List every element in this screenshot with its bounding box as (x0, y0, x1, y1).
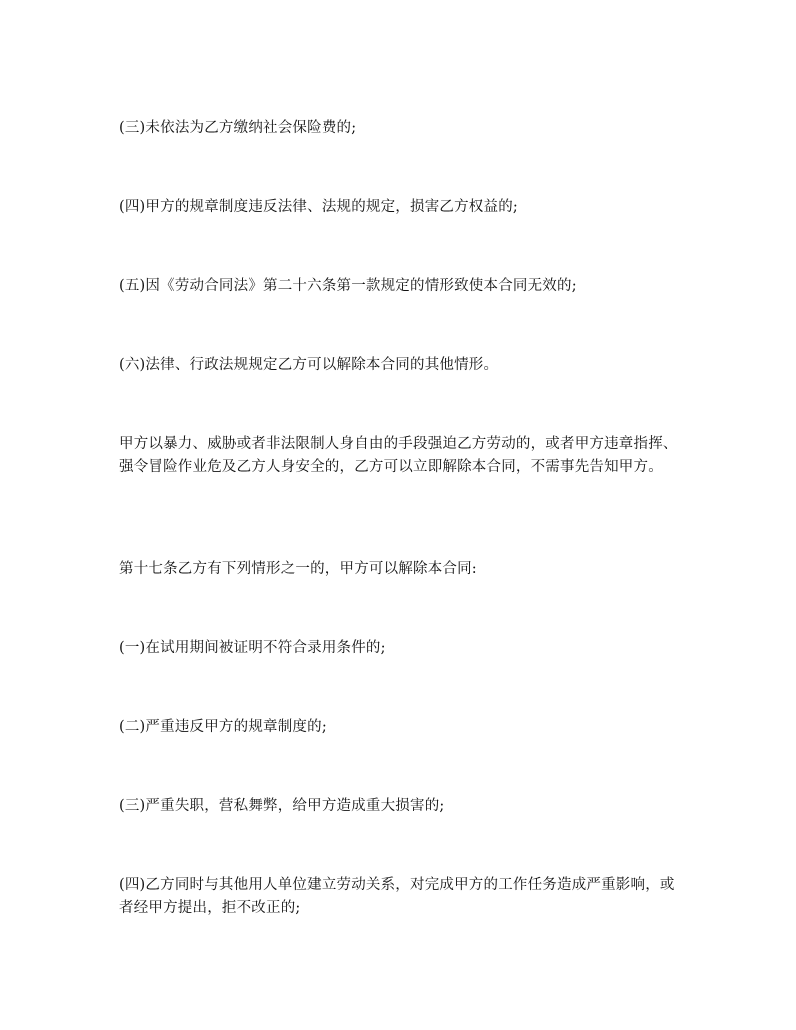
clause-5-invalid-contract: (五)因《劳动合同法》第二十六条第一款规定的情形致使本合同无效的; (119, 278, 577, 294)
clause-2-serious-violation: (二)严重违反甲方的规章制度的; (119, 719, 327, 735)
clause-4-rules-violation: (四)甲方的规章制度违反法律、法规的规定，损害乙方权益的; (119, 199, 518, 215)
clause-6-other-circumstances: (六)法律、行政法规规定乙方可以解除本合同的其他情形。 (119, 357, 499, 373)
clause-4-dual-employment: (四)乙方同时与其他用人单位建立劳动关系，对完成甲方的工作任务造成严重影响，或者经甲方提出，拒不改正的; (119, 877, 675, 916)
clause-3-social-insurance: (三)未依法为乙方缴纳社会保险费的; (119, 120, 357, 136)
article-17-heading: 第十七条乙方有下列情形之一的，甲方可以解除本合同: (119, 561, 477, 577)
clause-1-probation: (一)在试用期间被证明不符合录用条件的; (119, 640, 386, 656)
clause-3-dereliction: (三)严重失职，营私舞弊，给甲方造成重大损害的; (119, 798, 445, 814)
immediate-termination-paragraph: 甲方以暴力、威胁或者非法限制人身自由的手段强迫乙方劳动的，或者甲方违章指挥、强令冒险作业危及乙方人身安全的，乙方可以立即解除本合同，不需事先告知甲方。 (119, 436, 678, 475)
